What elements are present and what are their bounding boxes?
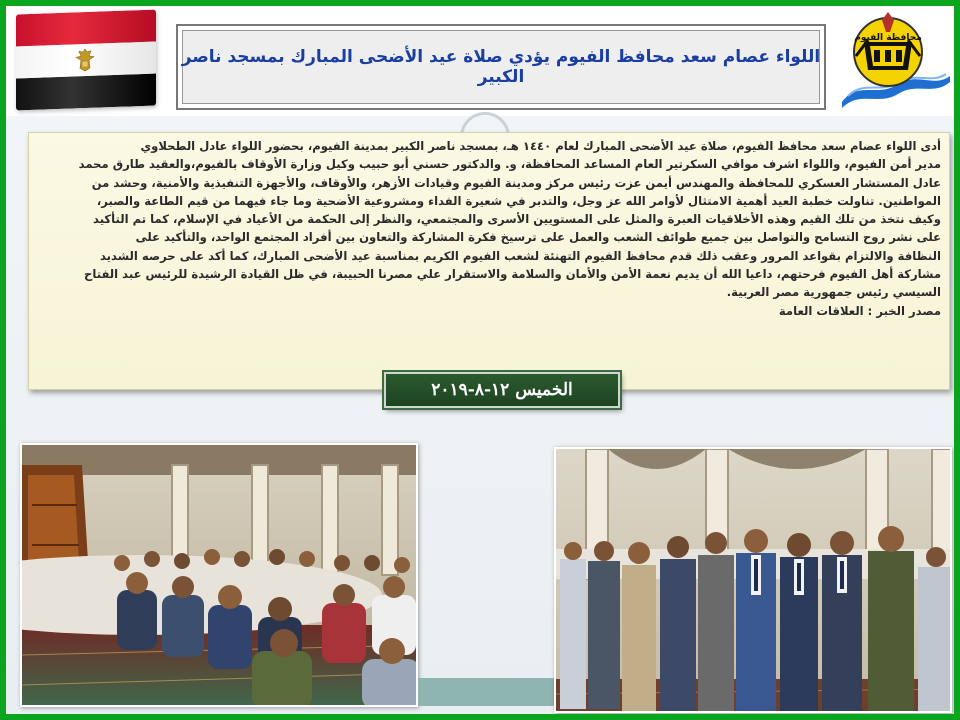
article-line: عادل المستشار العسكري للمحافظة والمهندس أيمن عزت رئيس مركز ومدينة الفيوم وقيادات الأزهر، والأوقاف، والأجهزة التنفيذية والأمنية، وحشد من bbox=[91, 175, 941, 190]
decorative-strip bbox=[418, 678, 554, 706]
fayoum-governorate-logo bbox=[838, 10, 954, 110]
article-line: مشاركة أهل الفيوم فرحتهم، داعيا الله أن يديم نعمة الأمن والأمان والسلامة والاستقرار علي مصرنا الحبيبة، في ظل القيادة الرشيدة للرئيس عبد الفتاح bbox=[84, 267, 941, 282]
article-line: وكيف نتخذ من تلك القيم وهذه الأخلاقيات العبرة والمثل على المستويين الأسرى والمجتمعي، والنظر إلى الحكمة من الأعياد في الإسلام، كما تم التأكيد bbox=[93, 212, 941, 227]
article-line: أدى اللواء عصام سعد محافظ الفيوم، صلاة عيد الأضحى المبارك لعام ١٤٤٠ هـ، بمسجد ناصر الكبير بمدينة الفيوم، بحضور اللواء عادل الطحلاوي bbox=[140, 139, 941, 153]
article-line: النظافة والالتزام بقواعد المرور وعقب ذلك قدم محافظ الفيوم التهنئة لشعب الفيوم الكريم بمناسبة عيد الأضحى المبارك، كما أكد على حرصه الشديد bbox=[99, 248, 941, 263]
article-line: مدير أمن الفيوم، واللواء اشرف موافي السكرتير العام المساعد المحافظة، و. والدكتور حسني أبو حبيب وكيل وزارة الأوقاف بالفيوم،والعقيد طارق محمد bbox=[78, 157, 941, 172]
article-line: المواطنين. تناولت خطبة العيد أهمية الامتثال لأوامر الله عز وجل، والتدبر في شعيرة الفداء ومشروعية الأضحية وما جاء فيهما من قيم الطاعة والصبر، bbox=[96, 193, 941, 208]
logo-text: محافظة الفيوم bbox=[854, 33, 922, 43]
news-source: مصدر الخبر : العلاقات العامة bbox=[778, 303, 941, 318]
mosque-photo-seated bbox=[20, 443, 418, 707]
article-line: على نشر روح التسامح والتواصل بين جميع طوائف الشعب والعمل على ترسيخ فكرة المشاركة والتعاون بين أفراد المجتمع الواحد، والتأكيد على bbox=[135, 230, 941, 245]
date-banner bbox=[384, 372, 620, 408]
eagle-icon bbox=[74, 48, 96, 73]
title-box bbox=[176, 24, 826, 110]
article-body bbox=[37, 137, 941, 302]
page-title: اللواء عصام سعد محافظ الفيوم يؤدي صلاة عيد الأضحى المبارك بمسجد ناصر الكبير bbox=[181, 47, 821, 87]
article-line: السيسي رئيس جمهورية مصر العربية. bbox=[726, 285, 941, 300]
date-text: الخميس ١٢-٨-٢٠١٩ bbox=[431, 380, 573, 400]
mosque-photo-standing bbox=[554, 447, 952, 713]
egypt-flag-icon bbox=[16, 10, 156, 111]
article-panel bbox=[28, 132, 950, 390]
